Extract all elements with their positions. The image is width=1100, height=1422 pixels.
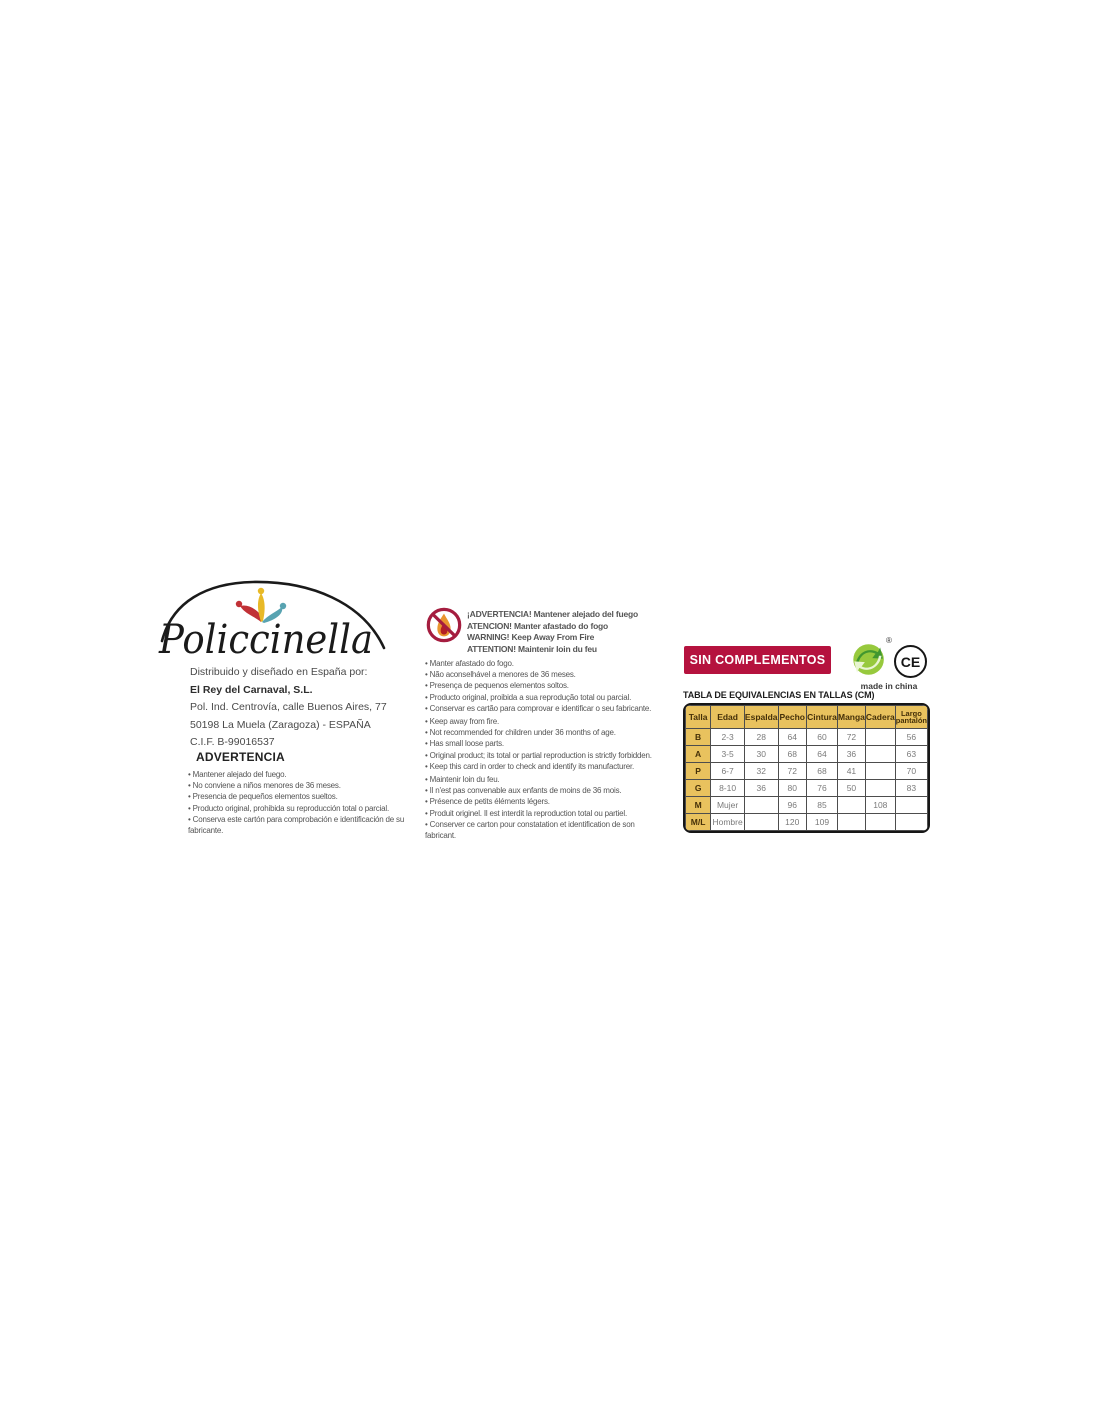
cell: 70 — [895, 763, 927, 780]
cell: 76 — [806, 780, 837, 797]
cell-talla: P — [686, 763, 711, 780]
table-row — [686, 780, 928, 797]
cell: 50 — [837, 780, 865, 797]
cell-talla: A — [686, 746, 711, 763]
no-fire-icon — [425, 606, 463, 644]
cell: 68 — [778, 746, 806, 763]
sin-complementos-banner — [684, 646, 831, 674]
ce-mark-icon — [894, 645, 927, 678]
cell: 36 — [837, 746, 865, 763]
warning-item: • Has small loose parts. — [425, 738, 665, 749]
advertencia-item: • Conserva este cartón para comprobación e identificación de su fabricante. — [188, 814, 418, 836]
table-row — [686, 763, 928, 780]
brand-logo — [158, 578, 396, 668]
cell: 30 — [744, 746, 778, 763]
advertencia-title: ADVERTENCIA — [196, 750, 285, 764]
fire-warning-line-pt: ATENCION! Manter afastado do fogo — [467, 620, 609, 631]
advertencia-item: • Presencia de pequeños elementos sueltos. — [188, 791, 418, 802]
ce-letters: CE — [900, 653, 921, 670]
cell: 72 — [837, 729, 865, 746]
cell: 32 — [744, 763, 778, 780]
cell: 28 — [744, 729, 778, 746]
warning-item: • Présence de petits éléments légers. — [425, 796, 665, 807]
col-header-edad: Edad — [711, 706, 745, 729]
registered-trademark-icon: ® — [886, 636, 892, 645]
cell — [865, 780, 895, 797]
fire-warning-block — [467, 609, 667, 655]
cell — [865, 763, 895, 780]
cell: 60 — [806, 729, 837, 746]
cell: 85 — [806, 797, 837, 814]
cell: 41 — [837, 763, 865, 780]
cell: 83 — [895, 780, 927, 797]
table-header-row — [686, 706, 928, 729]
cell: 108 — [865, 797, 895, 814]
cell: 96 — [778, 797, 806, 814]
made-in-label: made in china — [860, 681, 918, 691]
table-row — [686, 729, 928, 746]
distributor-intro: Distribuido y diseñado en España por: — [190, 666, 368, 678]
banner-label: SIN COMPLEMENTOS — [689, 653, 826, 667]
cell: 109 — [806, 814, 837, 831]
cell — [865, 814, 895, 831]
col-header-cadera: Cadera — [865, 706, 895, 729]
green-dot-recycle-icon — [851, 641, 888, 678]
cell: 63 — [895, 746, 927, 763]
warning-item: • Il n'est pas convenable aux enfants de moins de 36 mois. — [425, 785, 665, 796]
warning-item: • Conserver ce carton pour constatation et identification de son fabricant. — [425, 819, 665, 841]
distributor-address-2: 50198 La Muela (Zaragoza) - ESPAÑA — [190, 718, 371, 731]
cell — [837, 797, 865, 814]
fire-warning-line-es: ¡ADVERTENCIA! Mantener alejado del fuego — [467, 609, 638, 619]
table-row — [686, 797, 928, 814]
size-equivalence-table — [683, 703, 930, 833]
cell: 72 — [778, 763, 806, 780]
col-header-talla: Talla — [686, 706, 711, 729]
cell — [865, 729, 895, 746]
cell: 36 — [744, 780, 778, 797]
warning-item: • Conservar es cartão para comprovar e identificar o seu fabricante. — [425, 703, 665, 714]
cell — [837, 814, 865, 831]
fire-warning-line-fr: ATTENTION! Maintenir loin du feu — [467, 643, 597, 654]
warning-item: • Original product; its total or partial reproduction is strictly forbidden. — [425, 750, 665, 761]
col-header-espalda: Espalda — [744, 706, 778, 729]
warning-item: • Manter afastado do fogo. — [425, 658, 665, 669]
cell-talla: B — [686, 729, 711, 746]
cell: 2-3 — [711, 729, 745, 746]
warning-item: • Maintenir loin du feu. — [425, 774, 665, 785]
warning-item: • Keep this card in order to check and identify its manufacturer. — [425, 761, 665, 772]
cell: 64 — [806, 746, 837, 763]
warning-item: • Não aconselhável a menores de 36 meses. — [425, 669, 665, 680]
size-table-title: TABLA DE EQUIVALENCIAS EN TALLAS (CM) — [683, 690, 875, 700]
warning-item: • Not recommended for children under 36 months of age. — [425, 727, 665, 738]
cell: 8-10 — [711, 780, 745, 797]
warning-item: • Produit originel. Il est interdit la reproduction total ou partiel. — [425, 808, 665, 819]
table-row — [686, 814, 928, 831]
cell: 64 — [778, 729, 806, 746]
cell: 80 — [778, 780, 806, 797]
warnings-portuguese — [425, 658, 665, 714]
col-header-pecho: Pecho — [778, 706, 806, 729]
warnings-english — [425, 716, 665, 772]
cell — [744, 814, 778, 831]
cell: 6-7 — [711, 763, 745, 780]
cell: 3-5 — [711, 746, 745, 763]
cell: Hombre — [711, 814, 745, 831]
cell-talla: M — [686, 797, 711, 814]
warning-item: • Producto original, proibida a sua reprodução total ou parcial. — [425, 692, 665, 703]
cell: 56 — [895, 729, 927, 746]
distributor-address-1: Pol. Ind. Centrovía, calle Buenos Aires, 77 — [190, 701, 387, 713]
advertencia-item: • Mantener alejado del fuego. — [188, 769, 418, 780]
warning-item: • Presença de pequenos elementos soltos. — [425, 680, 665, 691]
table-row — [686, 746, 928, 763]
cell — [865, 746, 895, 763]
col-header-manga: Manga — [837, 706, 865, 729]
cell — [744, 797, 778, 814]
col-header-cintura: Cintura — [806, 706, 837, 729]
col-header-largo-pantalon: Largo pantalón — [895, 706, 927, 729]
advertencia-list — [188, 769, 418, 836]
advertencia-item: • Producto original, prohibida su reproducción total o parcial. — [188, 803, 418, 814]
cell: 68 — [806, 763, 837, 780]
distributor-block — [190, 664, 425, 752]
warnings-french — [425, 774, 665, 841]
distributor-company: El Rey del Carnaval, S.L. — [190, 683, 313, 696]
cell — [895, 814, 927, 831]
warning-item: • Keep away from fire. — [425, 716, 665, 727]
cell: 120 — [778, 814, 806, 831]
advertencia-item: • No conviene a niños menores de 36 meses. — [188, 780, 418, 791]
fire-warning-line-en: WARNING! Keep Away From Fire — [467, 632, 595, 643]
cell — [895, 797, 927, 814]
brand-wordmark: Policcinella — [158, 617, 373, 663]
cell: Mujer — [711, 797, 745, 814]
cell-talla: M/L — [686, 814, 711, 831]
distributor-cif: C.I.F. B-99016537 — [190, 736, 275, 748]
cell-talla: G — [686, 780, 711, 797]
